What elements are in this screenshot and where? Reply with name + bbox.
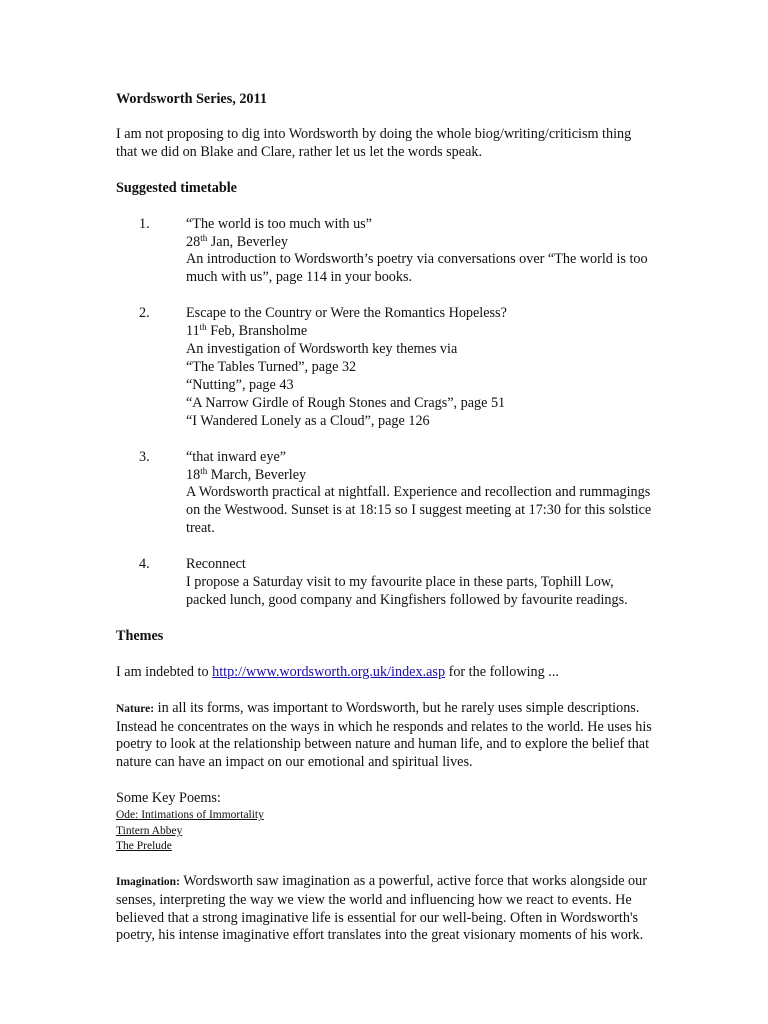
nature-paragraph [116,700,656,773]
session-date [186,467,656,485]
timetable-heading: Suggested timetable [116,179,237,196]
key-poem-item: Ode: Intimations of Immortality [116,809,264,822]
session-date [186,323,656,341]
key-poems-list [116,808,656,855]
session-number: 2. [139,305,150,322]
indebted-paragraph [116,664,656,682]
imagination-paragraph [116,873,656,946]
session-date-suffix: th [200,232,208,243]
document-page [116,91,656,945]
wordsworth-site-link[interactable]: http://www.wordsworth.org.uk/index.asp [212,663,446,680]
indebted-prefix: I am indebted to [116,663,213,680]
session-date-day: 18 [186,466,201,483]
session-title: Reconnect [186,556,246,573]
session-date [186,234,656,252]
nature-label: Nature: [116,702,155,715]
session-detail: I propose a Saturday visit to my favourite place in these parts, Tophill Low, packed lunch, good company and Kingfishers followed by favourite readings. [186,574,628,608]
intro-paragraph: I am not proposing to dig into Wordsworth by doing the whole biog/writing/criticism thing that we did on Blake and Clare, rather let us let the words speak. [116,125,632,160]
themes-heading: Themes [116,627,164,644]
session-title: “The world is too much with us” [186,215,372,232]
imagination-label: Imagination: [116,875,180,888]
session-date-suffix: th [199,322,207,333]
timetable-list [116,216,656,610]
session-date-day: 11 [186,323,200,340]
session-detail: A Wordsworth practical at nightfall. Experience and recollection and rummagings on the Westwood. Sunset is at 18:15 so I suggest meeting at 17:30 for this solstice treat. [186,484,652,537]
session-item [116,305,656,430]
session-detail: “I Wandered Lonely as a Cloud”, page 126 [186,412,430,429]
key-poem-item: Tintern Abbey [116,824,183,837]
key-poem-item: The Prelude [116,840,172,853]
session-detail: An investigation of Wordsworth key themes via [186,341,458,358]
session-item [116,556,656,610]
session-date-rest: Jan, Beverley [207,233,288,250]
session-date-suffix: th [200,465,208,476]
key-poems-heading: Some Key Poems: [116,790,221,807]
nature-text: in all its forms, was important to Wordsworth, but he rarely uses simple descriptions. Instead he concentrates on the ways in which he responds and relates to the world. He uses his poetry to look at the relationship between nature and human life, and to explore the belief that nature can have an impact on our emotional and spiritual lives. [116,699,652,771]
session-date-rest: Feb, Bransholme [206,323,308,340]
indebted-suffix: for the following ... [445,663,559,680]
session-detail: “A Narrow Girdle of Rough Stones and Crags”, page 51 [186,394,506,411]
session-title: “that inward eye” [186,448,287,465]
session-number: 4. [139,556,150,573]
session-number: 3. [139,448,150,465]
session-date-day: 28 [186,233,201,250]
imagination-text: Wordsworth saw imagination as a powerful, active force that works alongside our senses, interpreting the way we view the world and influencing how we react to events. He believed that a strong imaginative life is essential for our well-being. Often in Wordsworth's poetry, his intense imaginative effort translates into the great visionary moments of his work. [116,872,647,944]
session-title: Escape to the Country or Were the Romantics Hopeless? [186,305,507,322]
session-item [116,216,656,288]
session-detail: “The Tables Turned”, page 32 [186,358,357,375]
session-number: 1. [139,215,150,232]
session-date-rest: March, Beverley [207,466,307,483]
session-detail: “Nutting”, page 43 [186,376,294,393]
session-item [116,449,656,539]
document-title: Wordsworth Series, 2011 [116,91,267,107]
session-detail: An introduction to Wordsworth’s poetry via conversations over “The world is too much with us”, page 114 in your books. [186,251,648,286]
